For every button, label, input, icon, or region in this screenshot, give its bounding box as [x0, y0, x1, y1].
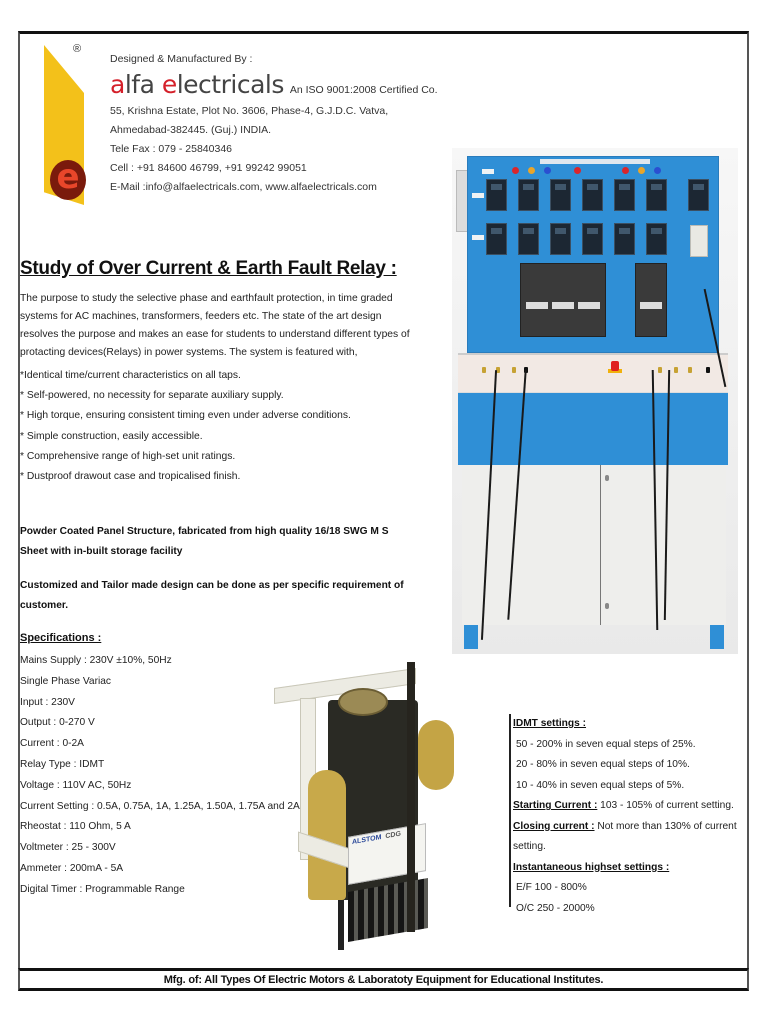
meter-display	[518, 179, 539, 211]
idmt-range: 50 - 200% in seven equal steps of 25%.	[516, 738, 696, 750]
custom-note: Customized and Tailor made design can be done as per specific requirement of customer.	[20, 580, 404, 611]
meter-display	[582, 223, 603, 255]
logo-e-icon: e	[50, 160, 86, 200]
feature-item: * Dustproof drawout case and tropicalised finish.	[20, 471, 241, 483]
indicator-red-icon	[574, 167, 581, 174]
idmt-title: IDMT settings :	[513, 718, 587, 729]
indicator-blue-icon	[544, 167, 551, 174]
idmt-range: 20 - 80% in seven equal steps of 10%.	[516, 759, 690, 770]
spec-item: Digital Timer : Programmable Range	[20, 883, 185, 895]
cell-numbers: Cell : +91 84600 46799, +91 99242 99051	[110, 162, 307, 174]
starting-current: Starting Current : 103 - 105% of current setting.	[513, 800, 734, 811]
description-paragraph: The purpose to study the selective phase and earthfault protection, in time graded systems for AC machines, transformers, feeders etc. The state of the art design resolves the purpose and makes an ease for students to understand different types of protacting devices(Relays) in power systems. The system is featured with,	[20, 293, 410, 358]
certification-text: An ISO 9001:2008 Certified Co.	[289, 84, 438, 96]
speaker-icon	[690, 225, 708, 257]
meter-display	[582, 179, 603, 211]
terminal-icon	[658, 367, 662, 373]
relay-photo	[268, 660, 468, 960]
idmt-settings	[509, 714, 768, 914]
spec-item: Relay Type : IDMT	[20, 758, 105, 770]
footer	[18, 968, 749, 991]
brand-name: alfa electricals	[110, 70, 284, 99]
address-line-2: Ahmedabad-382445. (Guj.) INDIA.	[110, 124, 272, 136]
feature-item: * Comprehensive range of high-set unit ratings.	[20, 450, 236, 462]
control-desk	[458, 353, 728, 395]
indicator-amber-icon	[638, 167, 645, 174]
ef-relay-case	[635, 263, 667, 337]
terminal-icon	[674, 367, 678, 373]
spec-item: Voltage : 110V AC, 50Hz	[20, 779, 132, 791]
terminal-icon	[482, 367, 486, 373]
structure-note: Powder Coated Panel Structure, fabricated from high quality 16/18 SWG M S Sheet with in-built storage facility	[20, 526, 389, 557]
meter-display	[486, 179, 507, 211]
spec-item: Rheostat : 110 Ohm, 5 A	[20, 821, 131, 833]
indicator-amber-icon	[528, 167, 535, 174]
panel-photo	[452, 148, 738, 654]
meter-display	[518, 223, 539, 255]
spec-item: Input : 230V	[20, 696, 75, 708]
oc-relay-case	[520, 263, 606, 337]
indicator-red-icon	[512, 167, 519, 174]
panel-board	[467, 156, 719, 353]
relay-nameplate: ALSTOM CDG	[348, 823, 426, 885]
spec-item: Output : 0-270 V	[20, 717, 95, 729]
highset-title: Instantaneous highset settings :	[513, 861, 670, 873]
spec-item: Current Setting : 0.5A, 0.75A, 1A, 1.25A, 1.50A, 1.75A and 2A	[20, 800, 300, 812]
terminal-icon	[512, 367, 516, 373]
meter-display	[688, 179, 709, 211]
feature-item: * Simple construction, easily accessible.	[20, 430, 203, 442]
panel-blue-band	[458, 393, 728, 465]
specifications-list	[20, 651, 300, 901]
idmt-range: 10 - 40% in seven equal steps of 5%.	[516, 779, 685, 791]
storage-doors	[462, 465, 726, 625]
spec-item: Voltmeter : 25 - 300V	[20, 842, 116, 854]
company-header	[110, 50, 438, 197]
meter-display	[614, 223, 635, 255]
meter-display	[550, 223, 571, 255]
spec-item: Ammeter : 200mA - 5A	[20, 862, 124, 874]
feature-item: * High torque, ensuring consistent timing even under adverse conditions.	[20, 410, 351, 422]
highset-item: E/F 100 - 800%	[516, 882, 587, 893]
brand-row	[110, 71, 438, 100]
highset-item: O/C 250 - 2000%	[516, 902, 595, 914]
terminal-icon	[688, 367, 692, 373]
address-line-1: 55, Krishna Estate, Plot No. 3606, Phase-4, G.J.D.C. Vatva,	[110, 105, 389, 117]
emergency-stop-button	[611, 361, 619, 371]
meter-display	[486, 223, 507, 255]
indicator-blue-icon	[654, 167, 661, 174]
indicator-red-icon	[622, 167, 629, 174]
email-website[interactable]: E-Mail :info@alfaelectricals.com, www.alfaelectricals.com	[110, 181, 377, 193]
meter-display	[550, 179, 571, 211]
page-title: Study of Over Current & Earth Fault Relay :	[20, 258, 397, 279]
registered-mark-icon: ®	[73, 43, 82, 55]
specifications-title: Specifications :	[20, 632, 102, 644]
feature-item: * Self-powered, no necessity for separate auxiliary supply.	[20, 390, 284, 402]
feature-item: *Identical time/current characteristics on all taps.	[20, 370, 241, 381]
meter-display	[646, 223, 667, 255]
spec-item: Current : 0-2A	[20, 738, 84, 750]
terminal-icon	[496, 367, 500, 373]
spec-item: Single Phase Variac	[20, 675, 111, 687]
footer-text: Mfg. of: All Types Of Electric Motors & Laboratoty Equipment for Educational Institutes.	[163, 973, 604, 986]
tele-fax: Tele Fax : 079 - 25840346	[110, 143, 233, 155]
company-logo	[40, 45, 88, 205]
meter-display	[614, 179, 635, 211]
closing-current: Closing current : Not more than 130% of current setting.	[513, 820, 737, 852]
spec-item: Mains Supply : 230V ±10%, 50Hz	[20, 655, 172, 666]
designed-by-label: Designed & Manufactured By :	[110, 53, 253, 65]
relay-dial	[338, 688, 388, 716]
feature-list	[20, 366, 351, 487]
terminal-icon	[706, 367, 710, 373]
meter-display	[646, 179, 667, 211]
